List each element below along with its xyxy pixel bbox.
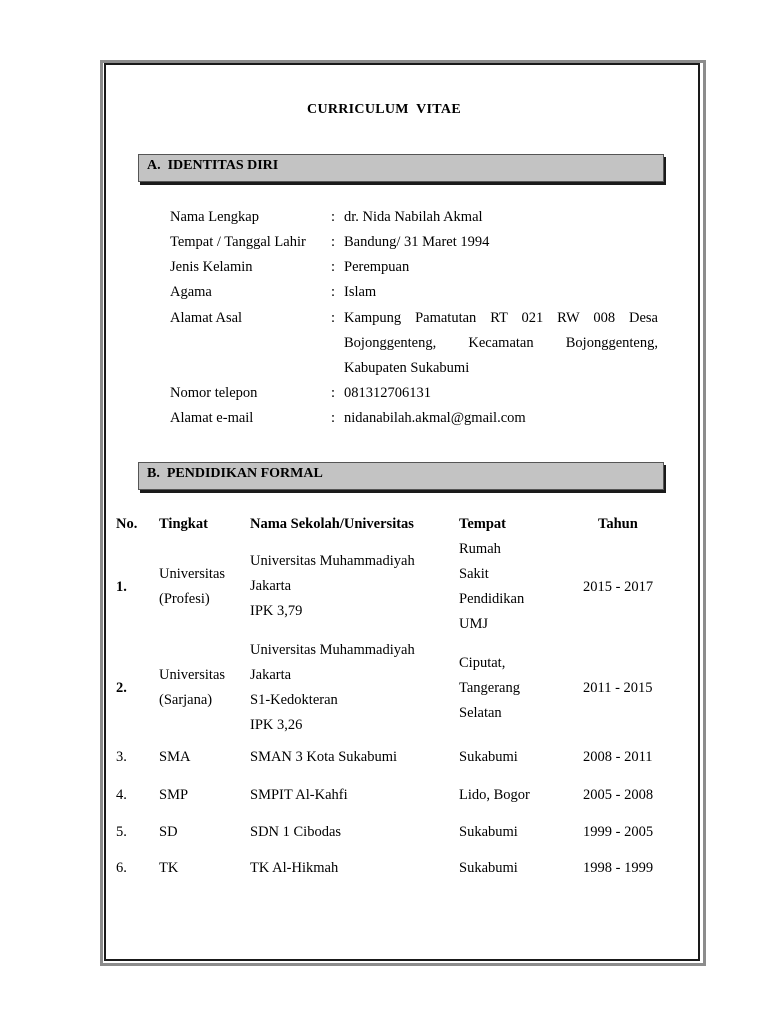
table-cell-school: Jakarta [250, 667, 292, 683]
table-cell-tempat: Sakit [459, 566, 489, 582]
identity-label: Agama [170, 284, 212, 300]
table-cell-tempat: UMJ [459, 616, 489, 632]
table-cell-tempat: Selatan [459, 705, 502, 721]
identity-value: Perempuan [344, 259, 410, 275]
identity-colon: : [331, 209, 336, 225]
table-cell-tempat: Sukabumi [459, 824, 518, 840]
document-title: CURRICULUM VITAE [307, 102, 461, 117]
identity-value: Islam [344, 284, 377, 300]
identity-value: Bandung/ 31 Maret 1994 [344, 234, 490, 250]
table-cell-tingkat: Universitas [159, 667, 226, 683]
table-cell-tahun: 2015 - 2017 [583, 579, 654, 595]
column-header-school: Nama Sekolah/Universitas [250, 516, 414, 532]
table-cell-tingkat: (Profesi) [159, 591, 210, 607]
table-cell-tingkat: SMP [159, 787, 189, 803]
identity-colon: : [331, 259, 336, 275]
section-a-header [138, 154, 664, 182]
table-cell-tempat: Ciputat, [459, 655, 506, 671]
row-number: 6. [116, 860, 127, 876]
identity-colon: : [331, 385, 336, 401]
table-cell-school: IPK 3,26 [250, 717, 303, 733]
table-cell-tahun: 2011 - 2015 [583, 680, 653, 696]
section-b-title: B. PENDIDIKAN FORMAL [147, 466, 323, 481]
table-cell-tempat: Tangerang [459, 680, 520, 696]
table-cell-school: SMAN 3 Kota Sukabumi [250, 749, 398, 765]
table-cell-tahun: 1999 - 2005 [583, 824, 654, 840]
identity-label: Jenis Kelamin [170, 259, 253, 275]
table-cell-tempat: Sukabumi [459, 860, 518, 876]
section-b-header [138, 462, 664, 490]
table-cell-school: S1-Kedokteran [250, 692, 338, 708]
table-cell-tingkat: Universitas [159, 566, 226, 582]
row-number: 4. [116, 787, 127, 803]
table-cell-tahun: 2005 - 2008 [583, 787, 654, 803]
identity-value: nidanabilah.akmal@gmail.com [344, 410, 526, 426]
row-number: 2. [116, 680, 127, 696]
column-header-tempat: Tempat [459, 516, 506, 532]
table-cell-tingkat: (Sarjana) [159, 692, 213, 708]
address-line-2: Bojonggenteng, Kecamatan Bojonggenteng, [344, 335, 658, 351]
identity-colon: : [331, 410, 336, 426]
table-cell-tingkat: TK [159, 860, 179, 876]
identity-colon: : [331, 310, 336, 326]
section-a-title: A. IDENTITAS DIRI [147, 158, 279, 173]
table-cell-tahun: 2008 - 2011 [583, 749, 653, 765]
table-cell-tempat: Lido, Bogor [459, 787, 530, 803]
table-cell-tempat: Rumah [459, 541, 501, 557]
address-line-3: Kabupaten Sukabumi [344, 360, 470, 376]
column-header-tingkat: Tingkat [159, 516, 208, 532]
table-cell-school: Universitas Muhammadiyah [250, 642, 415, 658]
table-cell-school: Jakarta [250, 578, 292, 594]
identity-value: 081312706131 [344, 385, 431, 401]
identity-label: Nomor telepon [170, 385, 258, 401]
identity-label: Alamat Asal [170, 310, 243, 326]
identity-label: Tempat / Tanggal Lahir [170, 234, 306, 250]
table-cell-tingkat: SD [159, 824, 178, 840]
identity-colon: : [331, 284, 336, 300]
table-cell-tempat: Sukabumi [459, 749, 518, 765]
column-header-no: No. [116, 516, 138, 532]
address-line-1: Kampung Pamatutan RT 021 RW 008 Desa [344, 310, 658, 326]
table-cell-tempat: Pendidikan [459, 591, 525, 607]
table-cell-school: IPK 3,79 [250, 603, 303, 619]
table-cell-tingkat: SMA [159, 749, 191, 765]
row-number: 5. [116, 824, 127, 840]
column-header-tahun: Tahun [598, 516, 638, 532]
table-cell-school: SMPIT Al-Kahfi [250, 787, 348, 803]
table-cell-school: TK Al-Hikmah [250, 860, 339, 876]
identity-label: Nama Lengkap [170, 209, 259, 225]
row-number: 1. [116, 579, 127, 595]
identity-colon: : [331, 234, 336, 250]
table-cell-school: SDN 1 Cibodas [250, 824, 342, 840]
table-cell-school: Universitas Muhammadiyah [250, 553, 415, 569]
row-number: 3. [116, 749, 127, 765]
identity-label: Alamat e-mail [170, 410, 254, 426]
identity-value: dr. Nida Nabilah Akmal [344, 209, 483, 225]
table-cell-tahun: 1998 - 1999 [583, 860, 654, 876]
